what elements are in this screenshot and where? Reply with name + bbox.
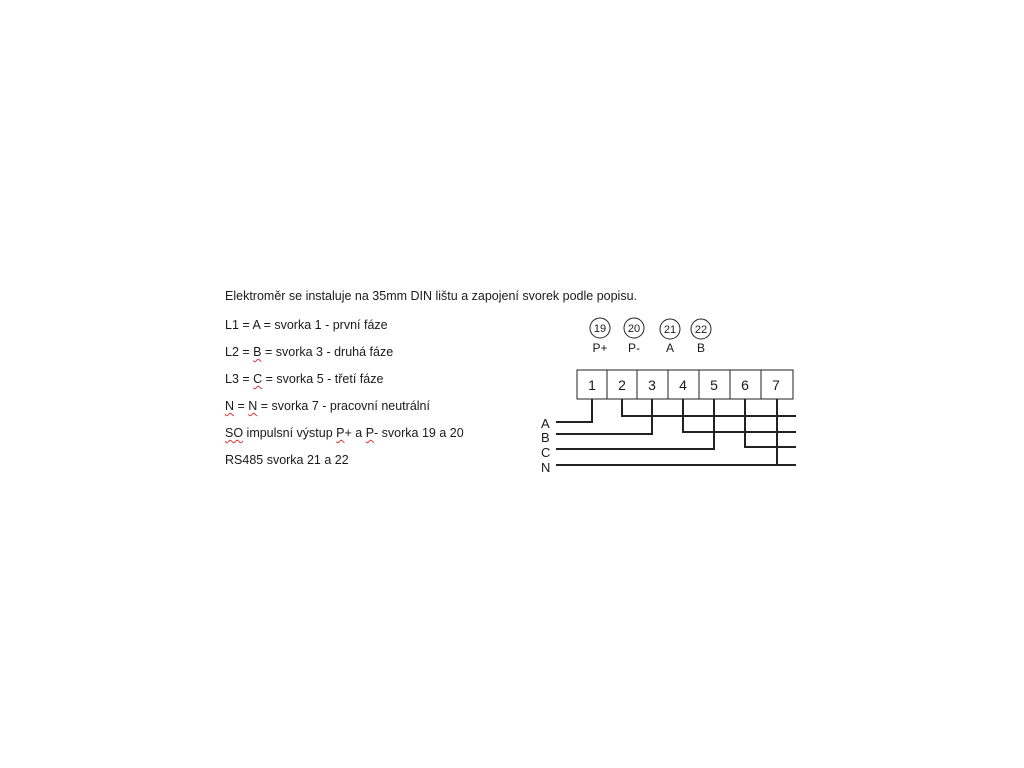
line-l2-spell: B — [253, 345, 262, 359]
line-so-part3: - svorka 19 a 20 — [374, 426, 464, 440]
line-neutral-spell1: N — [225, 399, 235, 413]
bus-label-n: N — [541, 460, 551, 475]
line-l1-text: L1 = A = svorka 1 - první fáze — [225, 318, 388, 332]
line-so-spell3: P — [365, 426, 375, 440]
wire-c-input — [556, 399, 714, 449]
terminal-4-label: 4 — [679, 377, 687, 393]
intro-text: Elektroměr se instaluje na 35mm DIN lištu a zapojení svorek podle popisu. — [225, 289, 638, 303]
top-terminal-21 — [660, 319, 680, 355]
line-so-part2: + a — [344, 426, 366, 440]
line-l3-part2: = svorka 5 - třetí fáze — [262, 372, 384, 386]
line-so-part1: impulsní výstup — [243, 426, 337, 440]
terminal-label-p-minus: P- — [628, 341, 640, 355]
line-l2-part2: = svorka 3 - druhá fáze — [261, 345, 394, 359]
line-rs485-text: RS485 svorka 21 a 22 — [225, 453, 349, 467]
terminal-num-19: 19 — [593, 323, 607, 335]
bus-label-b: B — [541, 430, 550, 445]
bus-label-a: A — [541, 416, 550, 431]
wire-a-input — [556, 399, 592, 422]
line-so-spell2: P — [336, 426, 345, 440]
line-l3-spell: C — [253, 372, 263, 386]
terminal-2-label: 2 — [618, 377, 626, 393]
top-terminal-19 — [590, 318, 610, 355]
terminal-label-p-plus: P+ — [592, 341, 608, 355]
line-neutral-part2: = svorka 7 - pracovní neutrální — [257, 399, 430, 413]
terminal-6-label: 6 — [741, 377, 749, 393]
line-so-spell1: SO — [225, 426, 244, 440]
terminal-num-21: 21 — [663, 324, 677, 336]
line-l3-part1: L3 = — [225, 372, 254, 386]
terminal-num-22: 22 — [694, 324, 708, 336]
terminal-1-label: 1 — [588, 377, 596, 393]
wiring — [556, 399, 796, 465]
wire-c-output — [745, 399, 796, 447]
line-neutral-spell2: N — [248, 399, 258, 413]
top-terminal-20 — [624, 318, 644, 355]
line-neutral-part1: = — [234, 399, 249, 413]
terminal-7-label: 7 — [772, 377, 780, 393]
terminal-3-label: 3 — [648, 377, 656, 393]
top-terminal-22 — [691, 319, 711, 355]
bus-label-c: C — [541, 445, 551, 460]
terminal-5-label: 5 — [710, 377, 718, 393]
wire-a-output — [622, 399, 796, 416]
terminal-label-a: A — [665, 341, 675, 355]
line-l2-part1: L2 = — [225, 345, 254, 359]
terminal-label-b: B — [696, 341, 706, 355]
terminal-num-20: 20 — [627, 323, 641, 335]
